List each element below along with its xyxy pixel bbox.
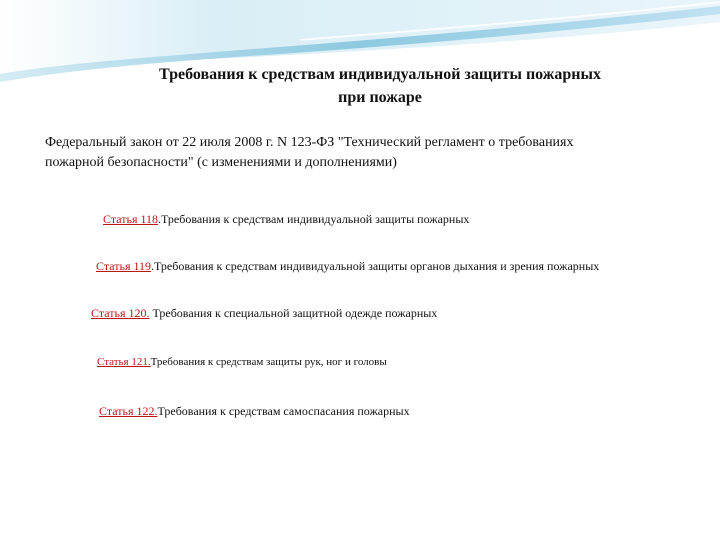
- title-line-1: Требования к средствам индивидуальной защиты пожарных: [159, 66, 601, 83]
- article-text-120: Требования к специальной защитной одежде пожарных: [149, 306, 438, 320]
- article-item-122: [99, 403, 410, 419]
- article-text-122: Требования к средствам самоспасания пожарных: [157, 404, 410, 418]
- article-text-119: .Требования к средствам индивидуальной защиты органов дыхания и зрения пожарных: [151, 259, 600, 273]
- article-item-120: [91, 305, 437, 321]
- intro-paragraph: [45, 133, 685, 173]
- title-line-2: при пожаре: [338, 89, 422, 106]
- article-item-121: [97, 354, 387, 370]
- article-link-120[interactable]: Статья 120.: [91, 306, 150, 320]
- article-item-119: [96, 258, 599, 274]
- article-text-118: .Требования к средствам индивидуальной защиты пожарных: [158, 212, 470, 226]
- page-title: [90, 63, 670, 109]
- article-text-121: Требования к средствам защиты рук, ног и головы: [150, 356, 387, 368]
- intro-line-1: Федеральный закон от 22 июля 2008 г. N 123-ФЗ "Технический регламент о требованиях: [45, 135, 574, 150]
- article-item-118: [103, 211, 469, 227]
- article-link-119[interactable]: Статья 119: [96, 259, 152, 273]
- article-link-122[interactable]: Статья 122.: [99, 404, 158, 418]
- intro-line-2: пожарной безопасности" (с изменениями и дополнениями): [45, 155, 397, 170]
- article-link-121[interactable]: Статья 121.: [97, 356, 151, 368]
- article-link-118[interactable]: Статья 118: [103, 212, 159, 226]
